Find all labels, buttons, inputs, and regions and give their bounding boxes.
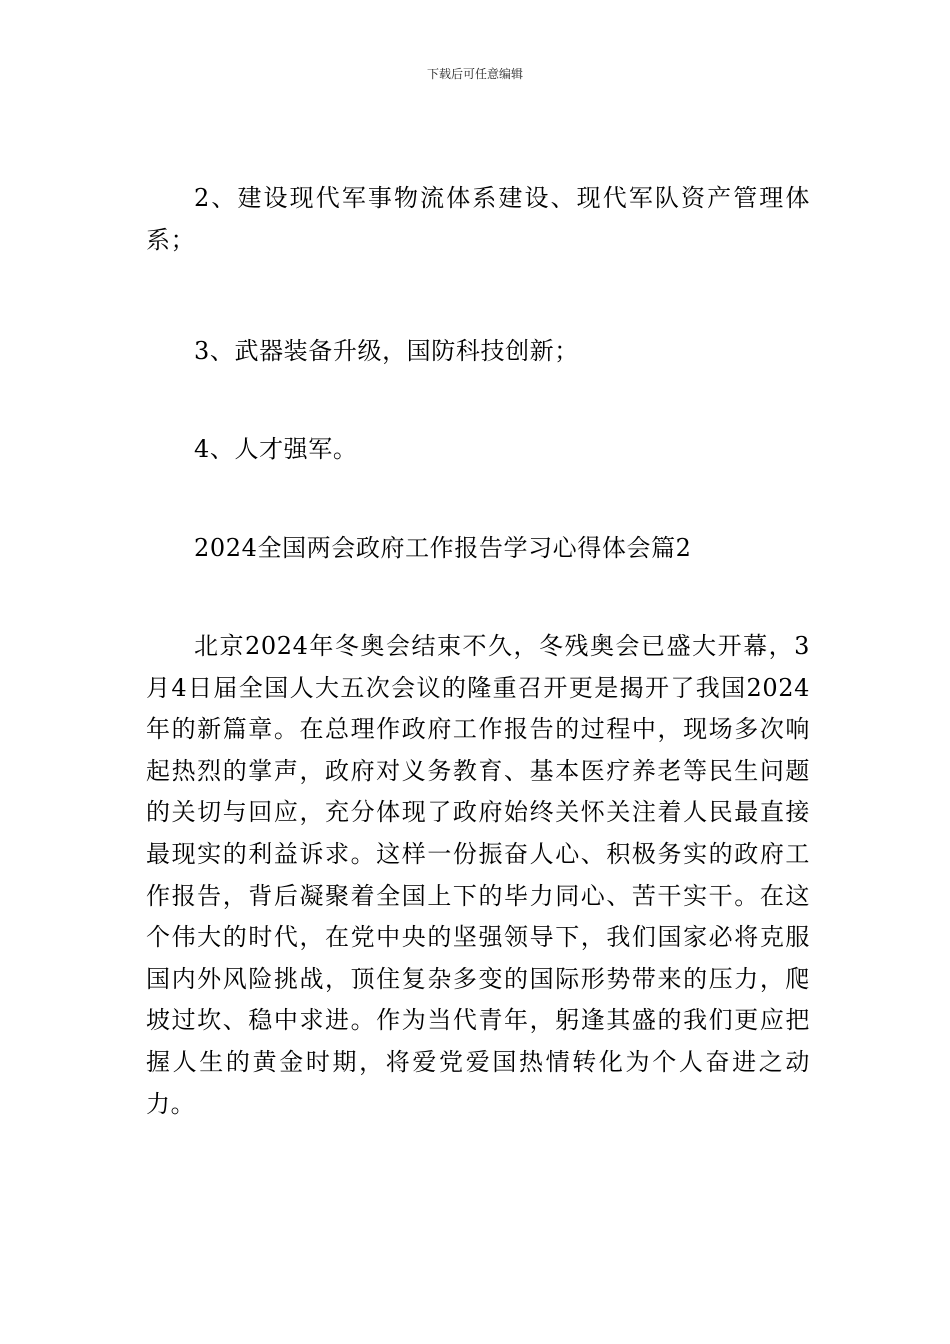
- section-title: 2024全国两会政府工作报告学习心得体会篇2: [194, 534, 692, 562]
- body-paragraph: 北京2024年冬奥会结束不久，冬残奥会已盛大开幕，3月4日届全国人大五次会议的隆重召开更是揭开了我国2024年的新篇章。在总理作政府工作报告的过程中，现场多次响起热烈的掌声，政府对义务教育、基本医疗养老等民生问题的关切与回应，充分体现了政府始终关怀关注着人民最直接最现实的利益诉求。这样一份振奋人心、积极务实的政府工作报告，背后凝聚着全国上下的毕力同心、苦干实干。在这个伟大的时代，在党中央的坚强领导下，我们国家必将克服国内外风险挑战，顶住复杂多变的国际形势带来的压力，爬坡过坎、稳中求进。作为当代青年，躬逢其盛的我们更应把握人生的黄金时期，将爱党爱国热情转化为个人奋进之动力。: [146, 632, 810, 1118]
- page-header: 下载后可任意编辑: [426, 67, 523, 81]
- list-item-2: 2、建设现代军事物流体系建设、现代军队资产管理体系；: [146, 184, 810, 254]
- list-item-3: 3、武器装备升级，国防科技创新；: [194, 337, 579, 365]
- list-item-4: 4、人才强军。: [194, 435, 358, 463]
